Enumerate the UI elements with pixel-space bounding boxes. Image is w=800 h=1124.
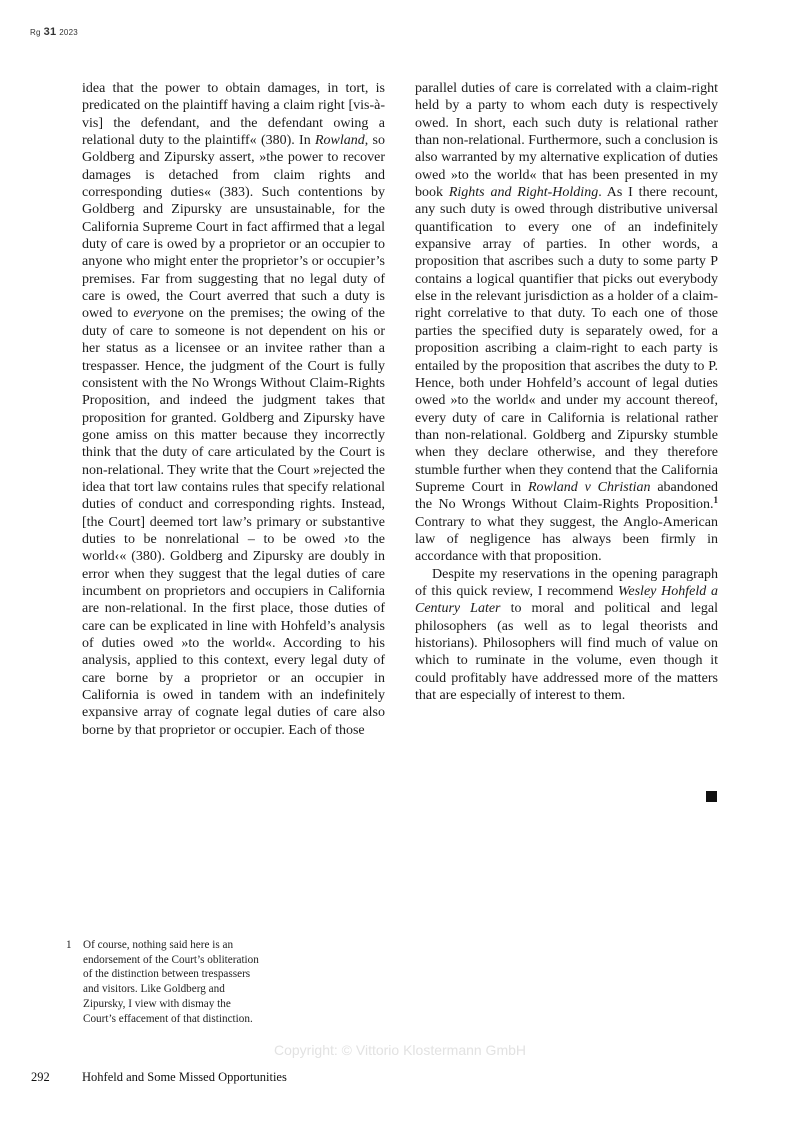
running-title: Hohfeld and Some Missed Opportunities: [82, 1070, 287, 1084]
text-column-right: [415, 80, 718, 704]
body-paragraph: Despite my reservations in the opening paragraph of this quick review, I recommend Wesley Hohfeld a Century Later to moral and political and legal philosophers (as well as to legal theorists and historians). Philosophers will find much of value on which to ruminate in the volume, even though it could profitably have addressed more of the matters that are especially of interest to them.: [415, 566, 719, 704]
page-footer: [31, 1070, 287, 1085]
copyright-watermark: Copyright: © Vittorio Klostermann GmbH: [273, 1042, 527, 1058]
page-number: 292: [31, 1070, 50, 1084]
footnote: [66, 938, 266, 1026]
body-paragraph: idea that the power to obtain damages, in tort, is predicated on the plaintiff having a claim right [vis-à-vis] the defendant, and the defendant owing a relational duty to the plaintiff« (380). In Rowland, so Goldberg and Zipursky assert, »the power to recover damages is detached from claim rights and corresponding duties« (383). Such contentions by Goldberg and Zipursky are unsustainable, for the California Supreme Court in fact affirmed that a legal duty of care is owed by a proprietor or an occupier to anyone who might enter the proprietor’s or occupier’s premises. Far from suggesting that no legal duty of care is owed, the Court averred that such a duty is owed to everyone on the premises; the owing of the duty of care to someone is not dependent on his or her status as a licensee or an invitee rather than a trespasser. Hence, the judgment of the Court is fully consistent with the No Wrongs Without Claim-Rights Proposition, and indeed the judgment takes that proposition for granted. Goldberg and Zipursky have gone amiss on this matter because they incorrectly think that the duty of care articulated by the Court is non-relational. They write that the Court »rejected the idea that tort law contains rules that specify relational duties of conduct and corresponding rights. Instead, [the Court] deemed tort law’s primary or substantive duties to be nonrelational – to be owed ›to the world‹« (380). Goldberg and Zipursky are doubly in error when they suggest that the legal duties of care incumbent on proprietors and occupiers in California are non-relational. In the first place, those duties of care can be explicated in line with Hohfeld’s analysis of duties owed »to the world«. According to his analysis, applied to this context, every legal duty of care borne by a proprietor or an occupier in California is owed in tandem with an indefinitely expansive array of cognate legal duties of care also borne by that proprietor or occupier. Each of those: [82, 81, 386, 738]
text-column-left: [82, 80, 385, 739]
journal-abbreviation: Rg: [30, 28, 41, 37]
volume-year: 2023: [59, 28, 78, 37]
body-paragraph: [415, 80, 718, 566]
volume-number: 31: [43, 26, 57, 38]
running-head: [30, 26, 78, 38]
paragraph-text: parallel duties of care is correlated with a claim-right held by a party to whom each duty is respectively owed. In short, each such duty is relational rather than non-relational. Furthermore, such a conclusion is also warranted by my alternative explication of duties owed »to the world« that has been presented in my book Rights and Right-Holding. As I there recount, any such duty is owed through distributive universal quantification to every one of an indefinitely expansive array of parties. In other words, a proposition that ascribes such a duty to some party P contains a logical quantifier that picks out everybody else in the relevant jurisdiction as a holder of a claim-right correlative to that duty. To each one of those parties the specified duty is separately owed, for a proposition ascribing a claim-right to each party is entailed by the proposition that ascribes the duty to P. Hence, both under Hohfeld’s account of legal duties owed »to the world« and under my account thereof, every duty of care in California is relational rather than non-relational. Goldberg and Zipursky stumble when they declare otherwise, and they therefore stumble further when they contend that the California Supreme Court in Rowland v Christian abandoned the No Wrongs Without Claim-Rights Proposition.: [415, 81, 718, 513]
footnote-reference[interactable]: 1: [713, 495, 718, 506]
footnote-number: 1: [66, 939, 72, 951]
footnote-text: Of course, nothing said here is an endorsement of the Court’s obliteration of the distinction between trespassers and visitors. Like Goldberg and Zipursky, I view with dismay the Court’s effacement of that distinction.: [83, 939, 259, 1025]
paragraph-text: Contrary to what they suggest, the Anglo-American law of negligence has always been firmly in accordance with that proposition.: [415, 514, 718, 565]
end-of-article-square-icon: [706, 791, 717, 802]
